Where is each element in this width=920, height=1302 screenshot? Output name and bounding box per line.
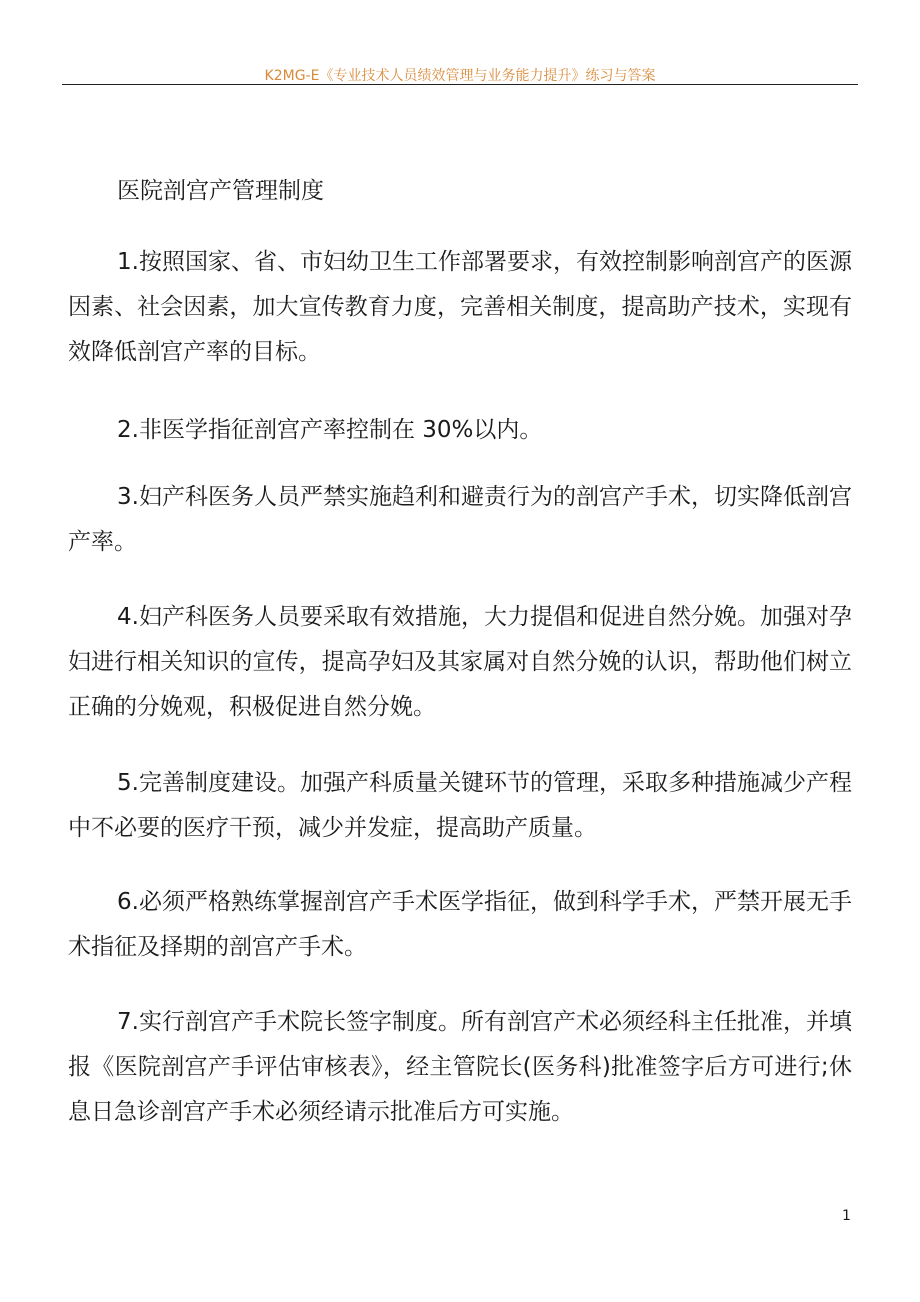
paragraph-7: 7.实行剖宫产手术院长签字制度。所有剖宫产术必须经科主任批准，并填报《医院剖宫产手评估审核表》，经主管院长(医务科)批准签字后方可进行;休息日急诊剖宫产手术必须经请示批准后方可实施。 [68,1009,852,1125]
header-divider [62,84,858,85]
paragraph-5: 5.完善制度建设。加强产科质量关键环节的管理，采取多种措施减少产程中不必要的医疗干预，减少并发症，提高助产质量。 [68,770,852,841]
page-number: 1 [842,1208,851,1224]
header-title: K2MG-E《专业技术人员绩效管理与业务能力提升》练习与答案 [264,68,656,84]
paragraph-4: 4.妇产科医务人员要采取有效措施，大力提倡和促进自然分娩。加强对孕妇进行相关知识的宣传，提高孕妇及其家属对自然分娩的认识，帮助他们树立正确的分娩观，积极促进自然分娩。 [68,604,852,720]
paragraph-6: 6.必须严格熟练掌握剖宫产手术医学指征，做到科学手术，严禁开展无手术指征及择期的剖宫产手术。 [68,889,852,960]
paragraph-2: 2.非医学指征剖宫产率控制在 30%以内。 [117,417,543,443]
document-title: 医院剖宫产管理制度 [117,178,324,204]
paragraph-3: 3.妇产科医务人员严禁实施趋利和避责行为的剖宫产手术，切实降低剖宫产率。 [68,484,852,555]
paragraph-1: 1.按照国家、省、市妇幼卫生工作部署要求，有效控制影响剖宫产的医源因素、社会因素，加大宣传教育力度，完善相关制度，提高助产技术，实现有效降低剖宫产率的目标。 [68,249,852,365]
